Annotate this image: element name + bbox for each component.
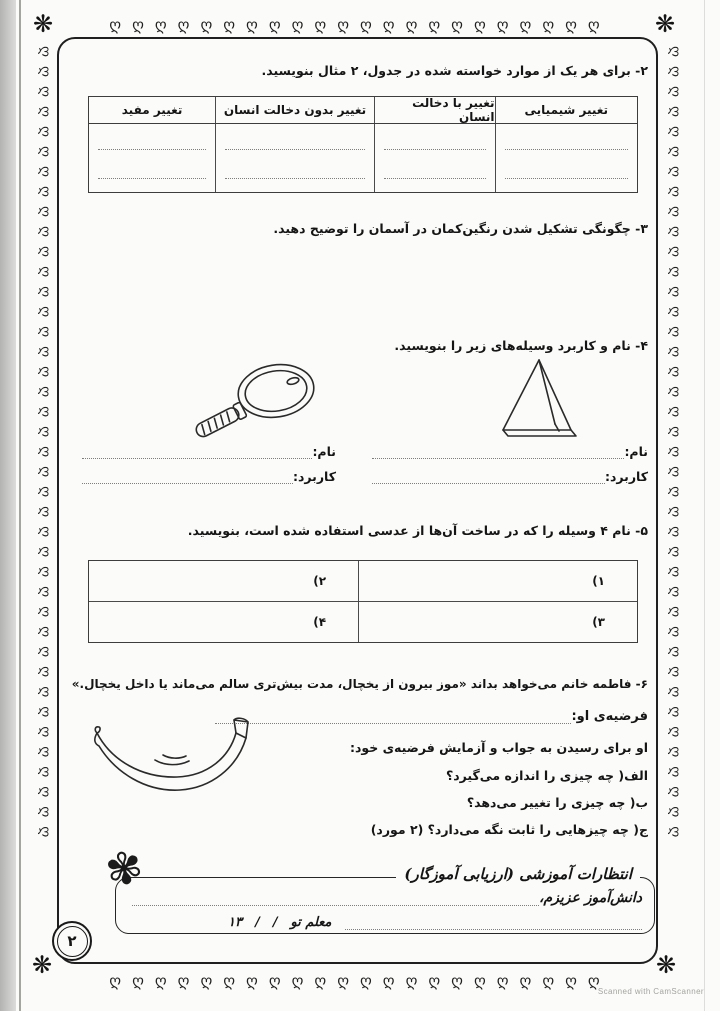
use-label: کاربرد: — [292, 469, 336, 484]
ornament-border-bottom: ღღღღღღღღღღღღღღღღღღღღღღ — [109, 972, 611, 990]
flower-icon: ❋ — [32, 951, 53, 979]
flower-icon: ❋ — [33, 10, 54, 38]
table-cell — [495, 124, 637, 192]
q6-item-c — [371, 822, 648, 837]
answer-line — [505, 150, 628, 179]
hypothesis-row — [213, 708, 648, 724]
page-number: ۲ — [67, 932, 77, 950]
prism-illustration — [495, 356, 581, 440]
ornament-border-left: ღღღღღღღღღღღღღღღღღღღღღღღღღღღღღღღღღღღღღღღღ — [37, 46, 53, 847]
item-text: چه چیزهایی را ثابت نگه می‌دارد؟ (۲ مورد) — [370, 822, 629, 837]
page-number-inner-ring — [57, 926, 88, 957]
q6-item-b — [467, 795, 648, 810]
answer-slot-2 — [89, 561, 358, 601]
scan-edge-strip — [0, 0, 16, 1011]
answer-slot-3 — [358, 602, 637, 642]
answer-line — [98, 124, 206, 150]
table-header-nonhuman-change: تغییر بدون دخالت انسان — [215, 97, 374, 123]
answer-line — [225, 124, 365, 150]
answer-slot-4 — [89, 602, 358, 642]
question-6-method-intro: او برای رسیدن به جواب و آزمایش فرضیه‌ی خود: — [349, 740, 648, 755]
answer-line — [82, 444, 312, 459]
table-cell — [374, 124, 495, 192]
answer-line — [384, 150, 486, 179]
question-3-text: ۳- چگونگی تشکیل شدن رنگین‌کمان در آسمان را توضیح دهید. — [273, 221, 648, 236]
table-body-row — [89, 124, 637, 192]
ornament-border-right: ღღღღღღღღღღღღღღღღღღღღღღღღღღღღღღღღღღღღღღღღ — [667, 46, 683, 847]
question-5-table — [88, 560, 638, 643]
flower-ornament-icon: ✾ — [100, 840, 148, 899]
question-5-text: ۵- نام ۴ وسیله را که در ساخت آن‌ها از عدسی استفاده شده است، بنویسید. — [187, 523, 648, 538]
answer-line — [215, 708, 571, 724]
slot-number: (۲ — [313, 574, 327, 588]
slot-number: (۴ — [313, 615, 327, 629]
page-right-edge — [704, 0, 705, 1011]
teacher-signature: معلم تو — [290, 915, 332, 930]
answer-line — [372, 469, 605, 484]
date-year-prefix: ۱۳ — [228, 915, 242, 930]
magnifying-glass-illustration — [180, 358, 320, 438]
flower-icon: ❋ — [656, 951, 677, 979]
item-text: چه چیزی را تغییر می‌دهد؟ — [466, 795, 626, 810]
table-header-useful-change: تغییر مفید — [121, 103, 183, 117]
answer-slot-1 — [358, 561, 637, 601]
banana-illustration — [85, 708, 260, 796]
flower-icon: ❋ — [655, 10, 676, 38]
question-6-text: ۶- فاطمه خانم می‌خواهد بداند «موز بیرون از یخچال، مدت بیش‌تری سالم می‌ماند یا داخل یخچال.» — [71, 677, 648, 691]
use-row — [80, 463, 336, 484]
slot-number: (۳ — [592, 615, 605, 629]
name-label: نام: — [312, 444, 336, 459]
answer-line — [98, 150, 206, 179]
signature-row — [130, 909, 642, 930]
answer-line — [505, 124, 628, 150]
use-label: کاربرد: — [604, 469, 648, 484]
name-row — [80, 438, 336, 459]
answer-line — [372, 444, 624, 459]
answer-line — [82, 469, 293, 484]
slot-number: (۱ — [592, 574, 605, 588]
answer-line — [345, 917, 642, 930]
name-row — [370, 438, 648, 459]
teacher-note-box — [115, 865, 655, 934]
table-cell — [89, 124, 215, 192]
item-marker: )ج — [633, 822, 648, 837]
item-marker: )ب — [629, 795, 648, 810]
scan-edge-line — [19, 0, 21, 1011]
table-cell — [215, 124, 374, 192]
item-text: چه چیزی را اندازه می‌گیرد؟ — [445, 768, 615, 783]
question-2-text: ۲- برای هر یک از موارد خواسته شده در جدول، ۲ مثال بنویسید. — [261, 63, 648, 78]
date-slash: / — [254, 915, 260, 930]
page-number-badge — [52, 921, 92, 961]
answer-line — [384, 124, 486, 150]
answer-line — [225, 150, 365, 179]
teacher-box-title: انتظارات آموزشی (ارزیابی آموزگار) — [396, 865, 640, 883]
table-header-row — [89, 97, 637, 124]
question-2-table — [88, 96, 638, 193]
hypothesis-label: فرضیه‌ی او: — [571, 709, 648, 724]
item-marker: )الف — [618, 768, 648, 783]
dear-student-label: دانش‌آموز عزیزم، — [538, 890, 642, 906]
scan-credit-text: Scanned with CamScanner — [597, 987, 704, 996]
use-row — [370, 463, 648, 484]
table-row — [89, 561, 637, 602]
date-slash: / — [272, 915, 278, 930]
ornament-border-top: ღღღღღღღღღღღღღღღღღღღღღღ — [109, 16, 611, 34]
table-header-chemical-change: تغییر شیمیایی — [495, 97, 637, 123]
table-header-human-change: تغییر با دخالت انسان — [374, 97, 495, 123]
table-row — [89, 602, 637, 642]
q4-answers-right — [370, 438, 648, 488]
dear-student-row — [130, 884, 642, 906]
q4-answers-left — [80, 438, 336, 488]
question-4-text: ۴- نام و کاربرد وسیله‌های زیر را بنویسید. — [394, 338, 648, 353]
answer-line — [132, 893, 539, 906]
q6-item-a — [446, 768, 648, 783]
name-label: نام: — [624, 444, 648, 459]
